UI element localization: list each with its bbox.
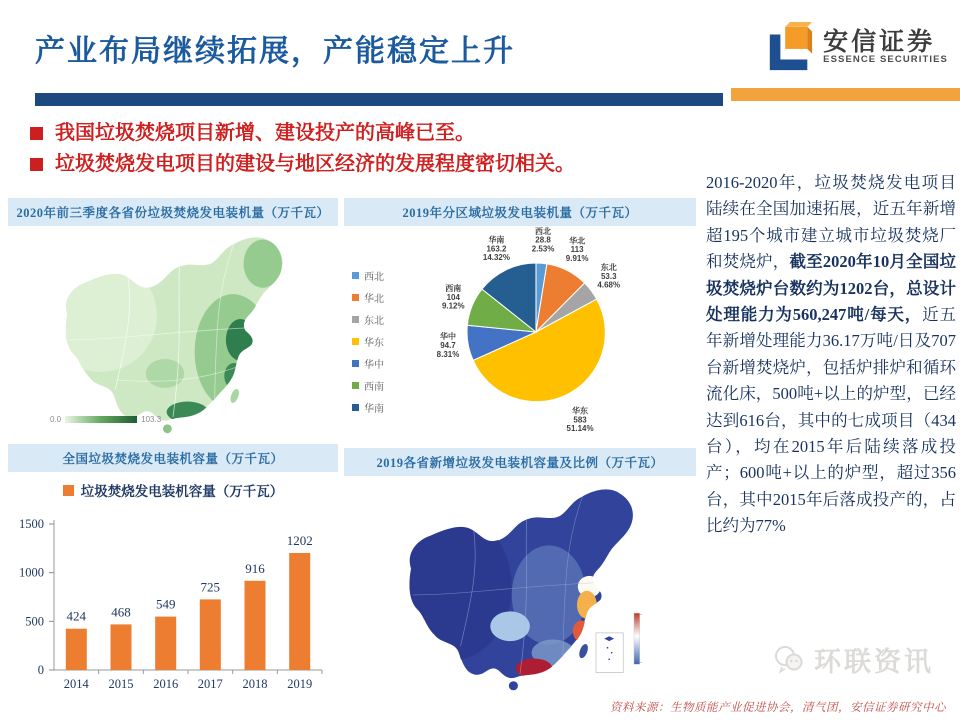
source-note: 资料来源：生物质能产业促进协会，清气团，安信证券研究中心: [610, 702, 946, 714]
huanlian-watermark: [772, 640, 934, 679]
watermark-text: 环联资讯: [814, 647, 934, 677]
logo-name-cn: 安信证券: [823, 27, 936, 56]
pie-legend-item: [352, 290, 384, 305]
panel-map-blue-title: 2019各省新增垃圾发电装机容量及比例（万千瓦）: [344, 448, 696, 476]
map-green-gradient-legend: [50, 415, 161, 424]
logo-cube-icon: [765, 22, 815, 72]
pie-legend-item: [352, 268, 384, 283]
bar-2015: [111, 624, 132, 670]
svg-text:2014: 2014: [63, 677, 89, 691]
svg-text:1000: 1000: [19, 565, 44, 580]
bullet-item: [30, 151, 710, 178]
svg-text:2018: 2018: [242, 677, 268, 691]
pie-label-西南: 西南 104 9.12%: [441, 283, 465, 311]
svg-text:424: 424: [66, 608, 87, 624]
svg-text:468: 468: [111, 604, 131, 620]
legend-label: 华北: [364, 294, 384, 305]
svg-text:725: 725: [200, 579, 221, 595]
svg-text:0: 0: [37, 663, 44, 677]
bar-chart-legend: [8, 480, 338, 500]
pie-label-西北: 西北 28.8 2.53%: [531, 226, 555, 254]
legend-label: 垃圾焚烧发电装机容量（万千瓦）: [80, 484, 284, 499]
bar-2014: [66, 629, 87, 670]
legend-swatch: [352, 294, 359, 301]
page-title: 产业布局继续拓展，产能稳定上升: [35, 35, 515, 68]
header-rule-blue: [35, 93, 723, 106]
legend-label: 华南: [364, 404, 384, 415]
legend-swatch: [352, 316, 359, 323]
legend-label: 西南: [364, 382, 384, 393]
bullet-text: 我国垃圾焚烧项目新增、建设投产的高峰已至。: [55, 122, 475, 144]
logo-name-en: ESSENCE SECURITIES: [823, 54, 948, 66]
bullet-item: [30, 120, 710, 147]
legend-swatch: [352, 404, 359, 411]
legend-swatch: [352, 360, 359, 367]
svg-text:916: 916: [245, 560, 265, 576]
commentary-text: [706, 170, 956, 539]
legend-label: 华中: [364, 360, 384, 371]
svg-text:549: 549: [155, 596, 176, 612]
south-china-sea-inset: [596, 633, 623, 673]
svg-text:2019: 2019: [287, 677, 313, 691]
panel-map-blue: [344, 448, 696, 698]
panel-map-green-title: 2020年前三季度各省份垃圾焚烧发电装机量（万千瓦）: [8, 198, 338, 226]
china-map-blue: [344, 476, 696, 694]
china-map-green: [8, 226, 338, 436]
legend-swatch: [352, 272, 359, 279]
pie-legend-item: [352, 400, 384, 415]
bullet-square-icon: [30, 127, 43, 140]
svg-text:2017: 2017: [197, 677, 223, 691]
pie-label-华南: 华南 163.2 14.32%: [482, 235, 510, 263]
panel-map-green: [8, 198, 338, 440]
bar-2018: [245, 581, 266, 670]
svg-text:500: 500: [25, 614, 44, 629]
legend-max: 103.3: [141, 415, 162, 424]
chat-bubbles-icon: [772, 645, 808, 675]
pie-legend-item: [352, 356, 384, 371]
svg-text:1500: 1500: [19, 517, 44, 531]
bullet-square-icon: [30, 158, 43, 171]
commentary-run-bold: 截至2020年10月全国垃圾焚烧炉台数约为1202台，总设计处理能力为560,247吨/每天，: [706, 252, 957, 324]
pie-legend: [352, 268, 384, 415]
legend-swatch: [352, 382, 359, 389]
legend-swatch: [352, 338, 359, 345]
svg-text:2015: 2015: [108, 677, 134, 691]
legend-swatch: [63, 485, 74, 496]
commentary-run: 2016-2020年，垃圾焚烧发电项目陆续在全国加速拓展，近五年新增超195个城市建立城市垃圾焚烧厂和焚烧炉，: [706, 173, 956, 272]
legend-label: 东北: [364, 316, 384, 327]
panel-pie: [344, 198, 696, 438]
bar-2016: [155, 617, 176, 670]
bullet-text: 垃圾焚烧发电项目的建设与地区经济的发展程度密切相关。: [55, 153, 575, 175]
legend-min: 0.0: [50, 415, 62, 424]
bar-chart: [8, 500, 338, 708]
bar-2017: [200, 599, 221, 670]
essence-securities-logo: [765, 22, 948, 72]
svg-text:2016: 2016: [153, 677, 179, 691]
pie-label-华北: 华北 113 9.91%: [565, 236, 589, 264]
pie-legend-item: [352, 312, 384, 327]
bar-2019: [289, 553, 310, 670]
map-colorbar: [634, 613, 642, 664]
svg-text:1202: 1202: [286, 533, 313, 548]
gradient-bar: [65, 416, 137, 423]
header-rule-orange: [731, 88, 960, 101]
pie-label-东北: 东北 53.3 4.68%: [597, 262, 621, 290]
legend-label: 华东: [364, 338, 384, 349]
panel-pie-title: 2019年分区域垃圾发电装机量（万千瓦）: [344, 198, 696, 226]
pie-label-华东: 华东 583 51.14%: [566, 406, 594, 434]
bullet-list: [30, 120, 710, 182]
panel-bar: [8, 444, 338, 708]
commentary-run: 近五年新增处理能力36.17万吨/日及707台新增焚烧炉，包括炉排炉和循环流化床，500吨+以上的炉型，已经达到616台，其中的七成项目（434台），均在2015年后陆续落成投产；600吨+以上的炉型，超过356台，其中2015年后落成投产的，占比约为77%: [706, 304, 956, 536]
pie-legend-item: [352, 334, 384, 349]
panel-bar-title: 全国垃圾焚烧发电装机容量（万千瓦）: [8, 444, 338, 472]
pie-label-华中: 华中 94.7 8.31%: [436, 332, 460, 359]
legend-label: 西北: [364, 272, 384, 283]
pie-chart: [344, 226, 696, 438]
pie-legend-item: [352, 378, 384, 393]
